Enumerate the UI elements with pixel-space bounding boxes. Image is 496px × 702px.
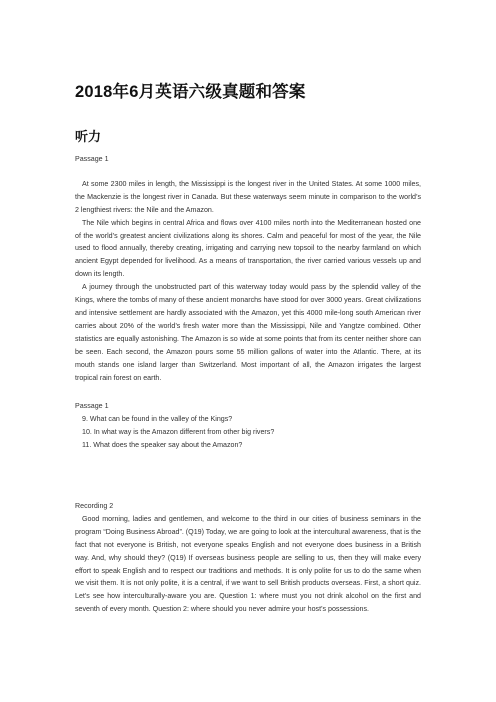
paragraph: Good morning, ladies and gentlemen, and welcome to the third in our cities of business seminars in the program “Doing Business Abroad”. (Q19) Today, we are going to look at the intercultural awareness, that is the fact that not everyone is British, not everyone speaks English and not everyone does business in a British way. And, why should they? (Q19) If overseas business people are selling to us, then they will make every effort to speak English and to respect our traditions and methods. It is only polite for us to do the same when we visit them. It is not only polite, it is a central, if we want to sell British products overseas. First, a short quiz. Let’s see how interculturally-aware you are. Question 1: where must you not drink alcohol on the first and seventh of every month. Question 2: where should you never admire your host’s possessions. xyxy=(75,514,421,614)
question-item: 9. What can be found in the valley of the Kings? xyxy=(82,414,233,423)
paragraph: The Nile which begins in central Africa and flows over 4100 miles north into the Mediterranean hosted one of the world’s greatest ancient civilizations along its shores. Calm and peaceful for most of the year, the Nile used to flood annually, thereby creating, irrigating and carrying new topsoil to the nearby farmland on which ancient Egypt depended for livelihood. As a means of transportation, the river carried various vessels up and down its length. xyxy=(75,218,421,279)
recording-label: Recording 2 xyxy=(75,502,114,510)
passage-label: Passage 1 xyxy=(75,155,109,163)
recording-2-block xyxy=(75,500,421,616)
passage-1-block xyxy=(75,153,421,384)
section-heading-listening: 听力 xyxy=(75,129,102,144)
passage-label: Passage 1 xyxy=(75,402,109,410)
questions-block xyxy=(75,400,421,452)
document-title: 2018年6月英语六级真题和答案 xyxy=(75,83,306,101)
question-item: 11. What does the speaker say about the Amazon? xyxy=(82,440,243,449)
paragraph: At some 2300 miles in length, the Mississippi is the longest river in the United States. At some 1000 miles, the Mackenzie is the longest river in Canada. But these waterways seem minute in comparison to the world’s 2 lengthiest rivers: the Nile and the Amazon. xyxy=(75,179,421,214)
question-item: 10. In what way is the Amazon different from other big rivers? xyxy=(82,427,275,436)
paragraph: A journey through the unobstructed part of this waterway today would pass by the splendid valley of the Kings, where the tombs of many of these ancient monarchs have stood for over 3000 years. Great civilizations and intensive settlement are hardly associated with the Amazon, yet this 4000 mile-long south American river carries about 20% of the world’s fresh water more than the Mississippi, Nile and Yangtze combined. Other statistics are equally astonishing. The Amazon is so wide at some points that from its center neither shore can be seen. Each second, the Amazon pours some 55 million gallons of water into the Atlantic. There, at its mouth stands one island larger than Switzerland. Most important of all, the Amazon irrigates the largest tropical rain forest on earth. xyxy=(75,283,421,382)
